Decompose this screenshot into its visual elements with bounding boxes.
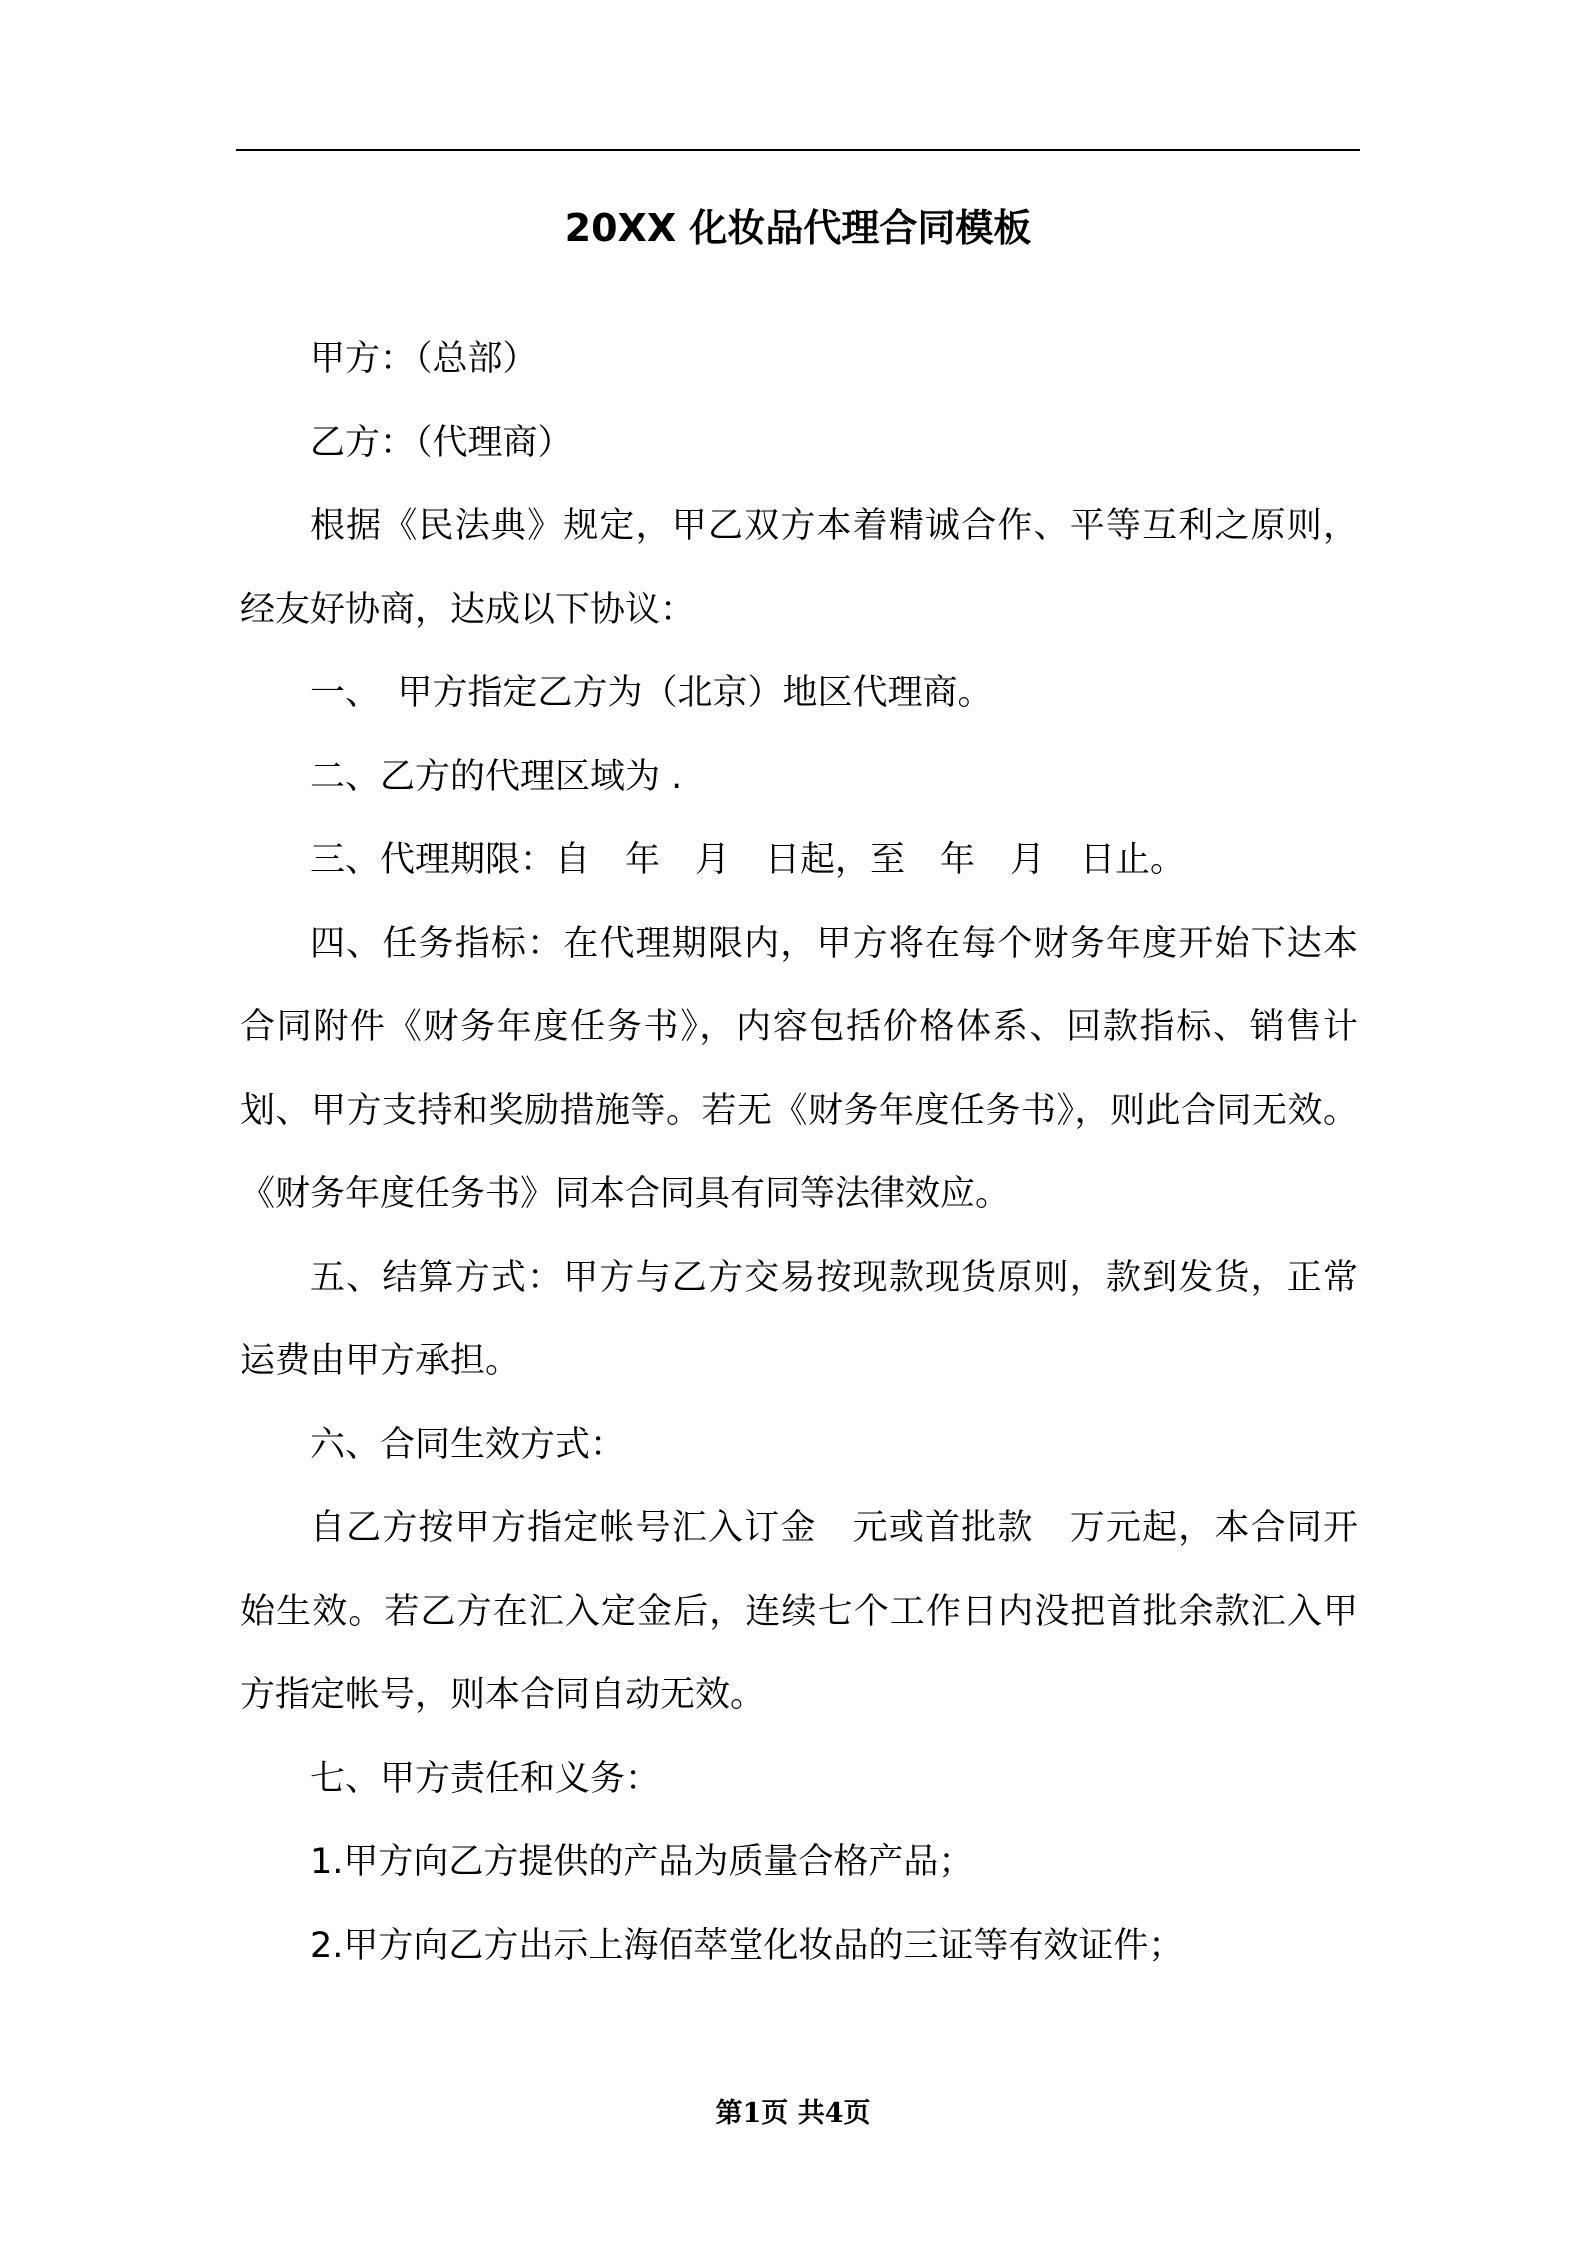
clause-4: 四、任务指标：在代理期限内，甲方将在每个财务年度开始下达本合同附件《财务年度任务书》，内容包括价格体系、回款指标、销售计划、甲方支持和奖励措施等。若无《财务年度任务书》，则此合同无效。《财务年度任务书》同本合同具有同等法律效应。 bbox=[240, 923, 1358, 1214]
document-body bbox=[240, 318, 1358, 1988]
clause-6-body: 自乙方按甲方指定帐号汇入订金 元或首批款 万元起，本合同开始生效。若乙方在汇入定金后，连续七个工作日内没把首批余款汇入甲方指定帐号，则本合同自动无效。 bbox=[240, 1508, 1358, 1715]
footer-total-pages: 4 bbox=[824, 2098, 844, 2129]
clause-5: 五、结算方式：甲方与乙方交易按现款现货原则，款到发货，正常运费由甲方承担。 bbox=[240, 1257, 1358, 1381]
footer-prefix: 第 bbox=[715, 2098, 743, 2129]
clause-7-item-2: 2.甲方向乙方出示上海佰萃堂化妆品的三证等有效证件； bbox=[310, 1925, 1184, 1966]
clause-3: 三、代理期限：自 年 月 日起，至 年 月 日止。 bbox=[310, 840, 1186, 880]
page-footer bbox=[0, 2094, 1586, 2134]
footer-suffix: 页 bbox=[843, 2098, 871, 2129]
clause-7-heading: 七、甲方责任和义务： bbox=[310, 1758, 661, 1799]
clause-6-heading: 六、合同生效方式： bbox=[310, 1424, 626, 1465]
clause-7-item-1: 1.甲方向乙方提供的产品为质量合格产品； bbox=[310, 1842, 974, 1882]
footer-current-page: 1 bbox=[742, 2098, 762, 2129]
party-a-line: 甲方：（总部） bbox=[310, 339, 538, 379]
preamble-paragraph: 根据《民法典》规定，甲乙双方本着精诚合作、平等互利之原则，经友好协商，达成以下协议： bbox=[240, 506, 1358, 630]
clause-2: 二、乙方的代理区域为 . bbox=[310, 756, 683, 797]
header-rule bbox=[236, 149, 1360, 151]
party-b-line: 乙方：（代理商） bbox=[310, 422, 573, 463]
document-title: 20XX 化妆品代理合同模板 bbox=[564, 206, 1032, 250]
footer-middle: 页 共 bbox=[761, 2098, 825, 2129]
clause-1: 一、 甲方指定乙方为（北京）地区代理商。 bbox=[310, 673, 993, 713]
